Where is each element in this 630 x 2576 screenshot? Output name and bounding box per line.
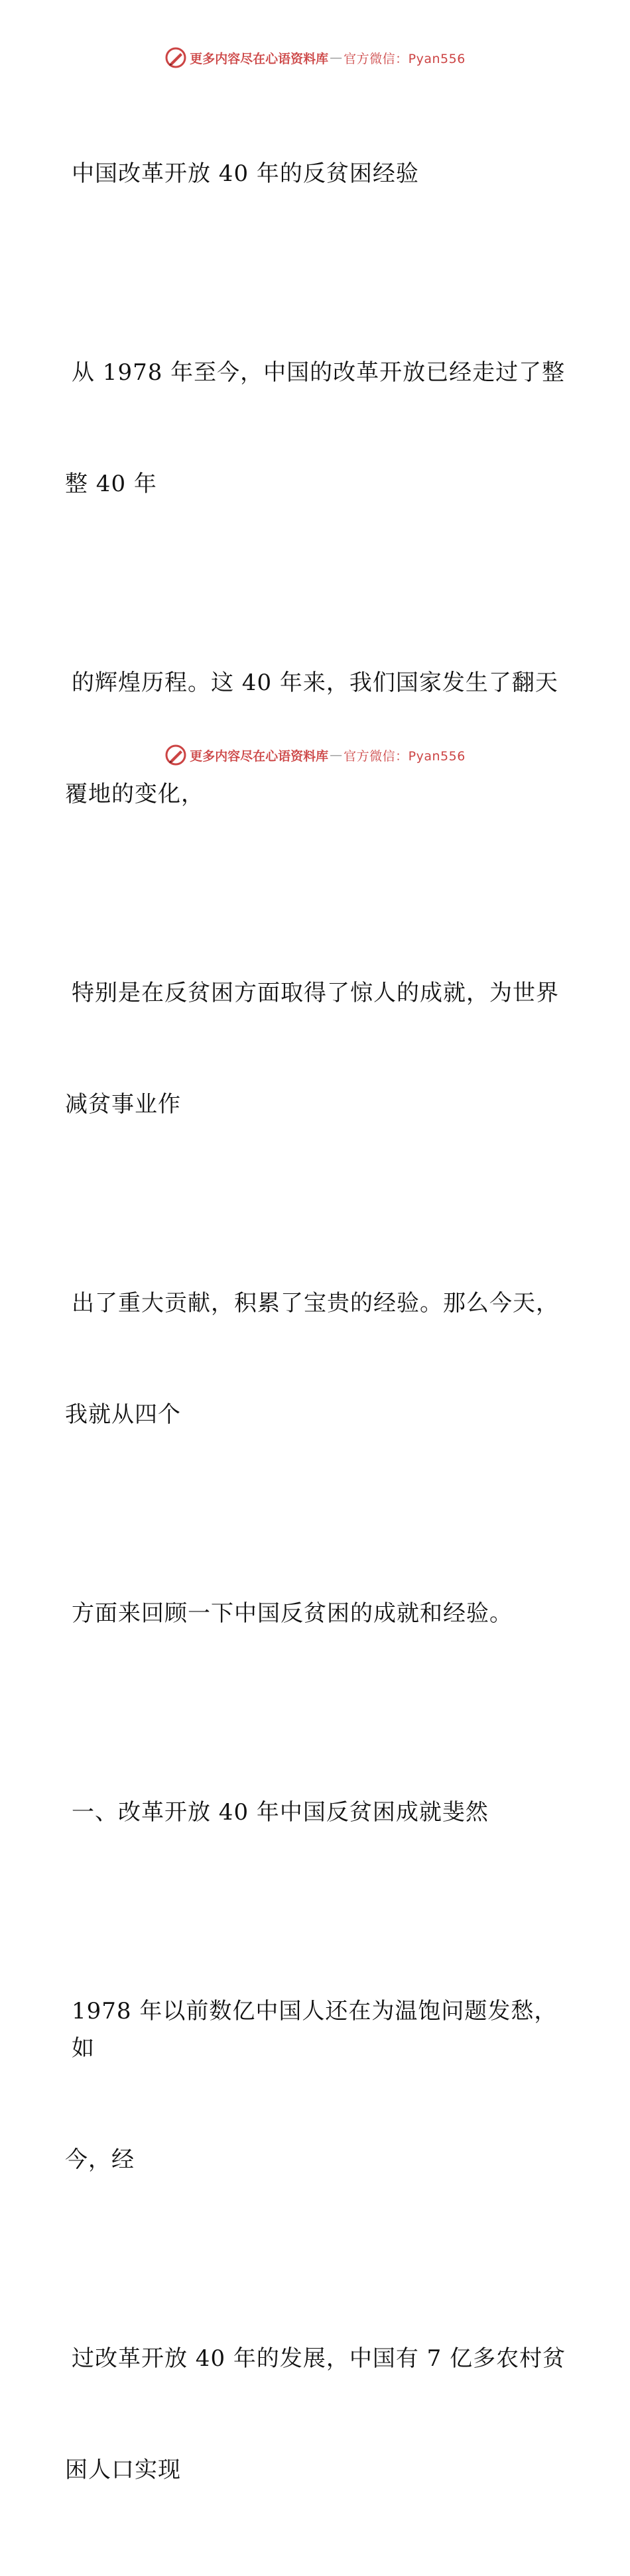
paragraph bbox=[65, 1210, 569, 1507]
paragraph-line: 出了重大贡献，积累了宝贵的经验。那么今天， bbox=[72, 1290, 559, 1317]
paragraph-continuation: 困人口实现 bbox=[65, 2457, 181, 2483]
watermark-brand: 更多内容尽在心语资料库 bbox=[190, 748, 329, 764]
paragraph-line: 从 1978 年至今，中国的改革开放已经走过了整 bbox=[72, 359, 566, 386]
paragraph-continuation: 今，经 bbox=[65, 2146, 135, 2173]
document-body bbox=[65, 81, 569, 2576]
paragraph-line: 1978 年以前数亿中国人还在为温饱问题发愁，如 bbox=[72, 1998, 558, 2062]
watermark-dash: — bbox=[330, 748, 343, 762]
title-text: 中国改革开放 40 年的反贫困经验 bbox=[72, 160, 419, 187]
document-title bbox=[65, 81, 569, 266]
watermark-footer bbox=[0, 744, 630, 766]
watermark-wechat: 官方微信：Pyan556 bbox=[344, 748, 466, 764]
watermark-wechat: 官方微信：Pyan556 bbox=[344, 51, 466, 66]
watermark-dash: — bbox=[330, 50, 343, 65]
paragraph bbox=[65, 280, 569, 577]
paragraph bbox=[65, 900, 569, 1197]
paragraph-line: 的辉煌历程。这 40 年来，我们国家发生了翻天 bbox=[72, 670, 558, 696]
watermark-brand: 更多内容尽在心语资料库 bbox=[190, 51, 329, 66]
paragraph bbox=[65, 590, 569, 887]
section-heading-text: 一、改革开放 40 年中国反贫困成就斐然 bbox=[72, 1799, 489, 1826]
paragraph bbox=[65, 2266, 569, 2563]
paragraph-continuation: 减贫事业作 bbox=[65, 1091, 181, 1118]
paragraph-line: 方面来回顾一下中国反贫困的成就和经验。 bbox=[72, 1600, 513, 1627]
paragraph bbox=[65, 1918, 569, 2253]
paragraph-continuation: 我就从四个 bbox=[65, 1401, 181, 1428]
pen-logo-icon bbox=[164, 744, 187, 766]
paragraph-line: 过改革开放 40 年的发展，中国有 7 亿多农村贫 bbox=[72, 2345, 566, 2372]
paragraph bbox=[65, 1521, 569, 1706]
paragraph-continuation: 整 40 年 bbox=[65, 471, 157, 497]
section-heading bbox=[65, 1720, 569, 1905]
paragraph-line: 特别是在反贫困方面取得了惊人的成就，为世界 bbox=[72, 980, 559, 1006]
watermark-header bbox=[0, 46, 630, 69]
pen-logo-icon bbox=[164, 46, 187, 69]
paragraph-continuation: 覆地的变化， bbox=[65, 781, 204, 807]
